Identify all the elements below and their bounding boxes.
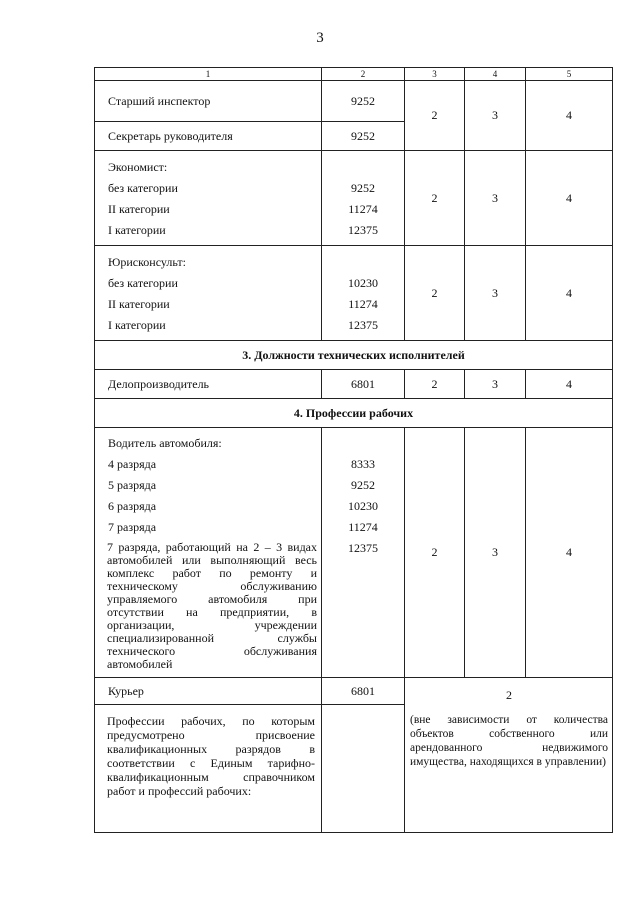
position-title: Делопроизводитель: [95, 370, 322, 399]
position-title: Водитель автомобиля:: [108, 436, 222, 450]
column-number-row: [95, 68, 613, 81]
salary-value: 11274: [348, 520, 378, 534]
rank-label: 4 разряда: [108, 457, 157, 471]
salary-value: 10230: [348, 499, 378, 513]
economist-salaries: [322, 151, 405, 246]
section-title: 4. Профессии рабочих: [95, 399, 613, 428]
salary-value: 9252: [351, 478, 375, 492]
table-row: [95, 678, 613, 705]
col3-value: 2: [405, 81, 465, 151]
table-row: [95, 151, 613, 246]
rank-label: 7 разряда: [108, 520, 157, 534]
salary-value: 12375: [348, 318, 378, 332]
position-title: Курьер: [95, 678, 322, 705]
col4-value: 3: [465, 428, 526, 678]
section-header-row: [95, 399, 613, 428]
category-label: без категории: [108, 276, 178, 290]
section-title: 3. Должности технических исполнителей: [95, 341, 613, 370]
position-title: Юрисконсульт:: [108, 255, 186, 269]
salary-table: [94, 67, 613, 833]
page-number: 3: [316, 30, 324, 46]
salary-value: 12375: [348, 541, 378, 555]
col5-value: 4: [526, 246, 613, 341]
salary-value: 9252: [322, 122, 405, 151]
position-title: Старший инспектор: [95, 81, 322, 122]
col5-value: 4: [526, 370, 613, 399]
column-header: 2: [322, 68, 405, 81]
salary-value: 10230: [348, 276, 378, 290]
col5-value: 4: [526, 151, 613, 246]
col3-value: 2: [405, 370, 465, 399]
position-title: Экономист:: [108, 160, 168, 174]
salary-value: 11274: [348, 297, 378, 311]
section-header-row: [95, 341, 613, 370]
table-row: [95, 428, 613, 678]
lawyer-cell: [95, 246, 322, 341]
table-row: [95, 246, 613, 341]
salary-value: 9252: [322, 81, 405, 122]
lawyer-salaries: [322, 246, 405, 341]
column-header: 3: [405, 68, 465, 81]
note-text: (вне зависимости от количества объектов собственного или арендованного недвижимого имущества, находящихся в управлении): [410, 714, 608, 768]
rank-label: 6 разряда: [108, 499, 157, 513]
col3-value: 2: [405, 151, 465, 246]
workers-professions-text: Профессии рабочих, по которым предусмотрено присвоение квалификационных разрядов в соответствии с Единым тарифно-квалификационным справочником работ и профессий рабочих:: [95, 705, 322, 833]
salary-value: 9252: [351, 181, 375, 195]
col4-value: 3: [465, 151, 526, 246]
col3-value: 2: [405, 246, 465, 341]
column-header: 5: [526, 68, 613, 81]
col4-value: 3: [465, 81, 526, 151]
driver-salaries: [322, 428, 405, 678]
salary-value: 6801: [322, 678, 405, 705]
rank-label: 5 разряда: [108, 478, 157, 492]
category-label: II категории: [108, 297, 170, 311]
column-header: 4: [465, 68, 526, 81]
col5-value: 4: [526, 81, 613, 151]
driver-cell: [95, 428, 322, 678]
col5-value: 4: [526, 428, 613, 678]
salary-value: [322, 705, 405, 833]
category-label: I категории: [108, 318, 166, 332]
category-label: II категории: [108, 202, 170, 216]
column-header: 1: [95, 68, 322, 81]
table-row: [95, 81, 613, 122]
category-label: I категории: [108, 223, 166, 237]
salary-value: 6801: [322, 370, 405, 399]
salary-value: 11274: [348, 202, 378, 216]
col3-value: 2: [405, 428, 465, 678]
rank7-special-text: 7 разряда, работающий на 2 – 3 видах автомобилей или выполняющий весь комплекс работ по ремонту и техническому обслуживанию управляемого автомобиля при отсутствии на предприятии, в организации, учреждении специализированной службы технического обслуживания автомобилей: [107, 540, 317, 671]
table-row: [95, 370, 613, 399]
note-value: 2: [506, 688, 512, 702]
position-title: Секретарь руководителя: [95, 122, 322, 151]
salary-value: 12375: [348, 223, 378, 237]
economist-cell: [95, 151, 322, 246]
col4-value: 3: [465, 246, 526, 341]
merged-note-cell: [405, 678, 613, 833]
col4-value: 3: [465, 370, 526, 399]
salary-value: 8333: [351, 457, 375, 471]
category-label: без категории: [108, 181, 178, 195]
